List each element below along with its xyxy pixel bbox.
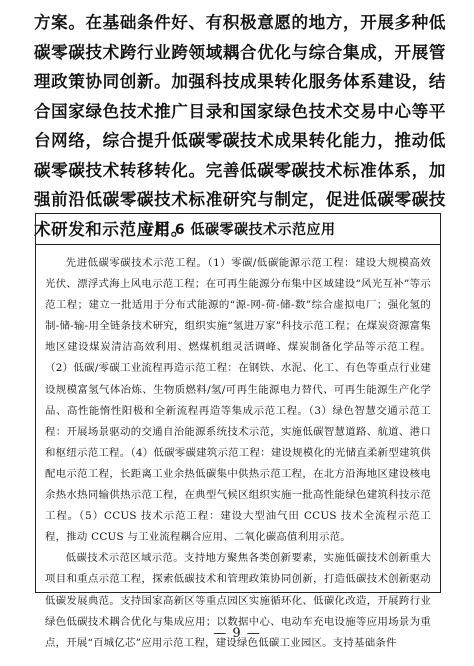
column-paragraph-demo-projects: 先进低碳零碳技术示范工程。（1）零碳/低碳能源示范工程：建设大规模高效光伏、漂浮式海上风电示范工程；在可再生能源分布集中区域建设“风光互补”等示范工程；建立一批适用于分布式能源的“源-网-荷-储-数”综合虚拟电厂；强化氢的制-储-输-用全链条技术研究，组织实施“氢进万家”科技示范工程；在煤炭资源富集地区建设煤炭清洁高效利用、燃煤机组灵活调峰、煤炭制备化学品等示范工程。（2）低碳/零碳工业流程再造示范工程：在钢铁、水泥、化工、有色等重点行业建设规模富氢气体冶炼、生物质燃料/氢/可再生能源电力替代、可再生能源生产化学品、高性能惰性阳极和全新流程再造等集成示范工程。（3）绿色智慧交通示范工程：开展场景驱动的交通自治能源系统技术示范，实施低碳智慧道路、航道、港口和枢纽示范工程。（4）低碳零碳建筑示范工程：建设规模化的光储直柔新型建筑供配电示范工程，长距离工业余热低碳集中供热示范工程，在北方沿海地区建设核电余热水热同输供热示范工程，在典型气候区组织实施一批高性能绿色建筑科技示范工程。（5）CCUS 技术示范工程：建设大型油气田 CCUS 技术全流程示范工程，推动 CCUS 与工业流程耦合应用、二氧化碳高值利用示范。 bbox=[45, 257, 431, 544]
column-box bbox=[35, 213, 441, 649]
main-paragraph: 方案。在基础条件好、有积极意愿的地方，开展多种低碳零碳技术跨行业跨领域耦合优化与综合集成，开展管理政策协同创新。加强科技成果转化服务体系建设，结合国家绿色技术推广目录和国家绿色技术交易中心等平台网络，综合提升低碳零碳技术成果转化能力，推动低碳零碳技术转移转化。完善低碳零碳技术标准体系，加强前沿低碳零碳技术标准研究与制定，促进低碳零碳技术研发和示范应用。 bbox=[34, 13, 446, 239]
page-number: — 9 — bbox=[213, 626, 261, 641]
column-paragraph-regional-demo: 低碳技术示范区域示范。支持地方聚焦各类创新要素，实施低碳技术创新重大项目和重点示范工程，探索低碳技术和管理政策协同创新，打造低碳技术创新驱动低碳发展典范。支持国家高新区等重点园区实施循环化、低碳化改造，开展跨行业绿色低碳技术耦合优化与集成应用；以数据中心、电动车充电设施等应用场景为重点，开展“百城亿芯”应用示范工程，建设绿色低碳工业园区。支持基础条件 bbox=[45, 552, 431, 649]
column-box-title: 专栏 6 低碳零碳技术示范应用 bbox=[36, 214, 440, 245]
column-box-body bbox=[36, 245, 440, 654]
